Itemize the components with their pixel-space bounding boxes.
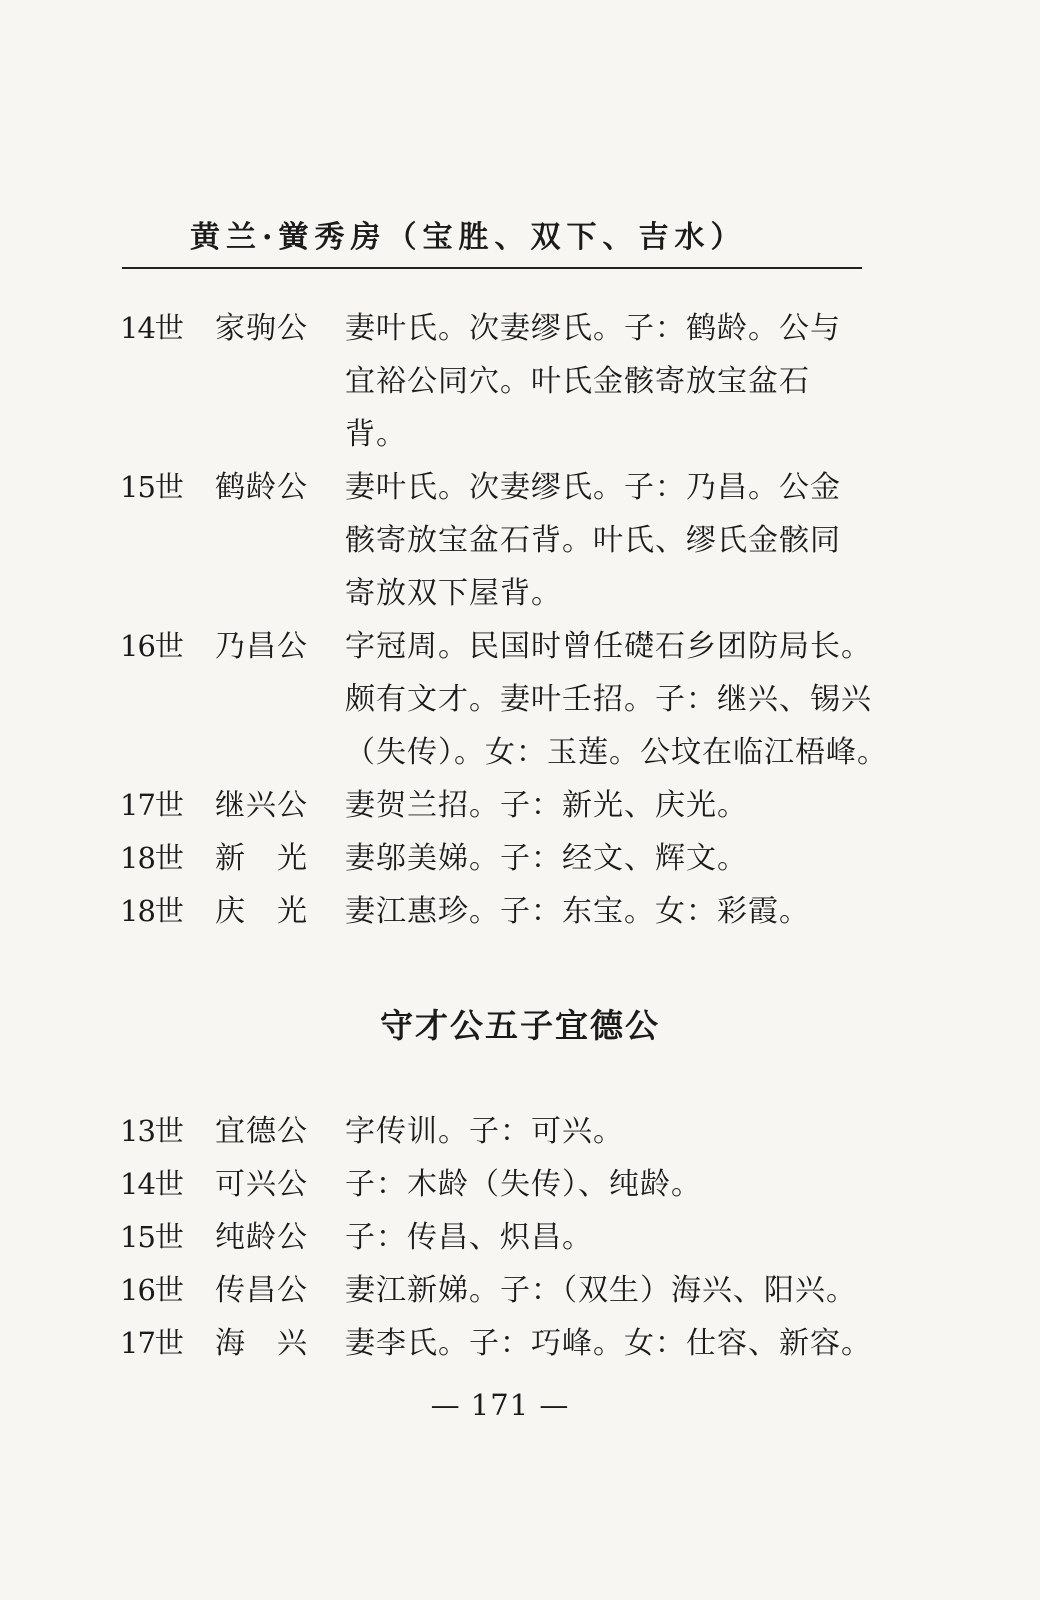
- description-line: 妻邬美娣。子：经文、辉文。: [345, 841, 748, 876]
- description-line: 字冠周。民国时曾任礎石乡团防局长。: [345, 629, 872, 664]
- generation-label: 15世: [120, 1220, 183, 1254]
- genealogy-list-1: [120, 302, 888, 938]
- entry-description: [345, 461, 865, 620]
- description-line: 妻贺兰招。子：新光、庆光。: [345, 788, 748, 823]
- entry-description: [345, 1158, 865, 1211]
- person-name: 宜德公: [215, 1114, 308, 1149]
- description-line: 宜裕公同穴。叶氏金骸寄放宝盆石: [345, 364, 810, 399]
- generation-label: 15世: [120, 470, 183, 504]
- generation-label: 13世: [120, 1114, 183, 1148]
- person-name: 鹤龄公: [215, 470, 308, 505]
- person-name: 传昌公: [215, 1273, 308, 1308]
- person-name: 庆 光: [215, 894, 308, 929]
- genealogy-list-2: [120, 1105, 880, 1370]
- person-name: 海 兴: [215, 1326, 308, 1361]
- genealogy-entry: [120, 461, 880, 620]
- generation-label: 16世: [120, 629, 183, 663]
- person-name: 纯龄公: [215, 1220, 308, 1255]
- generation-label: 14世: [120, 1167, 183, 1201]
- genealogy-entry: [120, 1211, 880, 1264]
- description-line: 妻江惠珍。子：东宝。女：彩霞。: [345, 894, 810, 929]
- entry-description: [345, 1264, 865, 1317]
- person-name: 乃昌公: [215, 629, 308, 664]
- person-name: 新 光: [215, 841, 308, 876]
- person-name: 可兴公: [215, 1167, 308, 1202]
- description-line: 颇有文才。妻叶壬招。子：继兴、锡兴: [345, 682, 872, 717]
- description-line: 背。: [345, 417, 407, 452]
- description-line: 妻叶氏。次妻缪氏。子：乃昌。公金: [345, 470, 841, 505]
- description-line: 骸寄放宝盆石背。叶氏、缪氏金骸同: [345, 523, 841, 558]
- generation-label: 14世: [120, 311, 183, 345]
- page-number: — 171 —: [430, 1388, 570, 1422]
- section-title: 守才公五子宜德公: [380, 1006, 660, 1045]
- description-line: 字传训。子：可兴。: [345, 1114, 624, 1149]
- entry-description: [345, 1211, 865, 1264]
- generation-label: 18世: [120, 841, 183, 875]
- generation-label: 18世: [120, 894, 183, 928]
- generation-label: 17世: [120, 788, 183, 822]
- running-header: 黄兰·黉秀房（宝胜、双下、吉水）: [190, 220, 747, 255]
- entry-description: [345, 779, 865, 832]
- genealogy-entry: [120, 302, 880, 461]
- genealogy-entry: [120, 1158, 880, 1211]
- entry-description: [345, 832, 865, 885]
- entry-description: [345, 1105, 865, 1158]
- genealogy-entry: [120, 832, 880, 885]
- description-line: 子：木龄（失传）、纯龄。: [345, 1167, 702, 1202]
- entry-description: [345, 620, 888, 779]
- genealogy-entry: [120, 1105, 880, 1158]
- person-name: 家驹公: [215, 311, 308, 346]
- entry-description: [345, 885, 865, 938]
- description-line: 妻叶氏。次妻缪氏。子：鹤龄。公与: [345, 311, 841, 346]
- description-line: 寄放双下屋背。: [345, 576, 562, 611]
- description-line: 妻江新娣。子：（双生）海兴、阳兴。: [345, 1273, 857, 1308]
- description-line: 子：传昌、炽昌。: [345, 1220, 593, 1255]
- description-line: （失传）。女：玉莲。公坟在临江梧峰。: [345, 735, 888, 770]
- header-rule: [122, 267, 862, 269]
- entry-description: [345, 302, 865, 461]
- person-name: 继兴公: [215, 788, 308, 823]
- genealogy-entry: [120, 620, 888, 779]
- genealogy-entry: [120, 885, 880, 938]
- entry-description: [345, 1317, 872, 1370]
- genealogy-entry: [120, 779, 880, 832]
- genealogy-entry: [120, 1317, 880, 1370]
- description-line: 妻李氏。子：巧峰。女：仕容、新容。: [345, 1326, 872, 1361]
- generation-label: 17世: [120, 1326, 183, 1360]
- generation-label: 16世: [120, 1273, 183, 1307]
- genealogy-entry: [120, 1264, 880, 1317]
